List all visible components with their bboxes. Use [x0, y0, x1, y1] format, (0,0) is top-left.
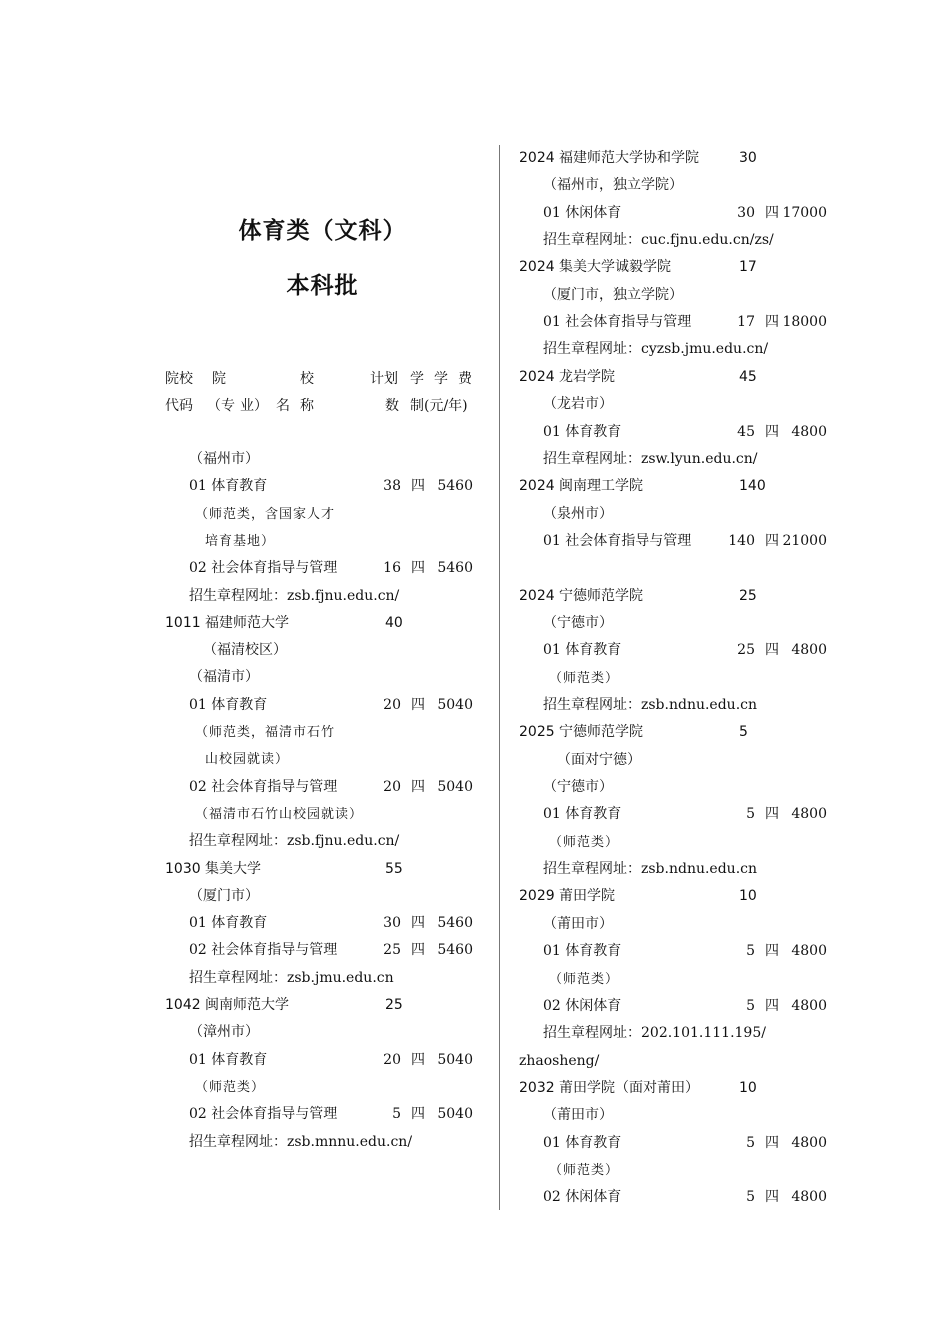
campus-text: （面对宁德）: [557, 751, 641, 768]
major-row: [519, 993, 849, 1020]
major-years: 四: [411, 915, 425, 932]
school-row: [519, 473, 849, 500]
major-name: 01 体育教育: [543, 943, 622, 960]
location-label: [519, 911, 849, 938]
url-text: 招生章程网址：zsb.jmu.edu.cn: [189, 969, 394, 986]
school-code: 2024: [519, 368, 555, 385]
major-years: 四: [765, 1134, 779, 1151]
school-code: 2032: [519, 1079, 555, 1096]
major-row: [165, 910, 495, 937]
school-name: 龙岩学院: [559, 368, 615, 385]
note-text: （师范类，含国家人才: [195, 506, 336, 522]
major-fee: 5040: [437, 1051, 473, 1068]
blank-row: [519, 555, 849, 582]
school-name: 闽南师范大学: [205, 997, 289, 1013]
school-name: 集美大学: [205, 860, 261, 877]
location-label: [165, 1019, 495, 1046]
admission-url: [165, 1129, 495, 1156]
major-note: [165, 746, 495, 773]
school-row: [519, 883, 849, 910]
major-plan: 17: [737, 314, 755, 331]
location-label: [165, 664, 495, 691]
admission-url: [519, 336, 849, 363]
note-text: （福清市石竹山校园就读）: [195, 806, 364, 822]
location-label: [165, 883, 495, 910]
school-name: 莆田学院（面对莆田）: [559, 1079, 699, 1096]
header-cell: 校: [300, 371, 314, 387]
school-plan: 17: [739, 259, 757, 276]
major-name: 02 社会体育指导与管理: [189, 560, 338, 577]
school-name: 福建师范大学: [205, 614, 289, 631]
campus-label: [165, 637, 495, 664]
admission-url: [519, 1048, 849, 1075]
school-row: [519, 583, 849, 610]
major-fee: 18000: [782, 314, 827, 331]
major-fee: 5460: [437, 560, 473, 577]
admission-url: [519, 856, 849, 883]
location-text: （莆田市）: [543, 915, 613, 932]
header-cell: 制(元/年): [410, 398, 468, 414]
major-name: 02 社会体育指导与管理: [189, 778, 338, 795]
major-years: 四: [765, 532, 779, 549]
school-name: 集美大学诚毅学院: [559, 259, 671, 276]
school-code: 2024: [519, 150, 555, 166]
url-text: 招生章程网址：zsb.mnnu.edu.cn/: [189, 1133, 413, 1150]
major-name: 02 社会体育指导与管理: [189, 942, 338, 959]
major-row: [165, 692, 495, 719]
url-text: 招生章程网址：202.101.111.195/: [543, 1025, 766, 1042]
school-row: [165, 610, 495, 637]
major-plan: 5: [392, 1106, 401, 1123]
campus-label: [519, 747, 849, 774]
school-row: [519, 254, 849, 281]
major-years: 四: [765, 943, 779, 960]
major-years: 四: [765, 423, 779, 440]
school-row: [519, 719, 849, 746]
school-row: [165, 992, 495, 1019]
major-fee: 5460: [437, 915, 473, 932]
major-plan: 20: [383, 1051, 401, 1068]
major-name: 01 体育教育: [189, 1051, 268, 1068]
school-name: 闽南理工学院: [559, 478, 643, 495]
major-fee: 4800: [791, 1134, 827, 1151]
location-label: [519, 172, 849, 199]
major-row: [165, 555, 495, 582]
location-label: [519, 774, 849, 801]
major-plan: 38: [383, 478, 401, 495]
admission-url: [519, 692, 849, 719]
major-plan: 30: [737, 204, 755, 221]
major-fee: 5040: [437, 1106, 473, 1123]
major-years: 四: [765, 314, 779, 331]
url-text: 招生章程网址：cuc.fjnu.edu.cn/zs/: [543, 232, 774, 249]
major-years: 四: [765, 204, 779, 221]
header-cell: 称: [300, 398, 314, 414]
campus-text: （福清校区）: [203, 642, 287, 659]
note-text: （师范类）: [549, 1162, 620, 1178]
header-cell: （专: [207, 398, 235, 414]
major-years: 四: [765, 642, 779, 659]
header-cell: 院校: [165, 371, 193, 387]
major-plan: 20: [383, 696, 401, 713]
school-plan: 55: [385, 860, 403, 877]
location-label: [519, 391, 849, 418]
major-plan: 5: [746, 943, 755, 960]
page-subtitle: 本科批: [286, 273, 359, 299]
major-fee: 5040: [437, 778, 473, 795]
location-label: [165, 446, 495, 473]
major-plan: 140: [728, 532, 755, 549]
header-cell: 院: [212, 371, 226, 387]
major-note: [165, 1074, 495, 1101]
major-name: 01 体育教育: [543, 1134, 622, 1151]
url-text: 招生章程网址：cyzsb.jmu.edu.cn/: [543, 341, 769, 358]
major-name: 01 社会体育指导与管理: [543, 532, 692, 549]
major-note: [519, 1157, 849, 1184]
header-cell: 学: [410, 371, 424, 387]
major-plan: 5: [746, 806, 755, 823]
major-years: 四: [765, 806, 779, 823]
major-plan: 5: [746, 1134, 755, 1151]
note-text: （师范类）: [549, 971, 620, 987]
major-note: [165, 719, 495, 746]
school-plan: 45: [739, 368, 757, 385]
major-row: [165, 473, 495, 500]
url-text: 招生章程网址：zsw.lyun.edu.cn/: [543, 450, 758, 467]
header-cell: 名: [276, 398, 290, 414]
major-name: 02 休闲体育: [543, 997, 622, 1014]
school-code: 2024: [519, 478, 555, 495]
location-label: [519, 1102, 849, 1129]
school-row: [519, 1075, 849, 1102]
major-fee: 5460: [437, 478, 473, 495]
school-code: 1011: [165, 614, 201, 631]
major-name: 01 社会体育指导与管理: [543, 314, 692, 331]
major-fee: 4800: [791, 1189, 827, 1206]
header-cell: 计划: [370, 371, 398, 387]
major-fee: 4800: [791, 806, 827, 823]
major-name: 01 体育教育: [189, 696, 268, 713]
major-note: [519, 665, 849, 692]
major-row: [519, 938, 849, 965]
major-plan: 16: [383, 560, 401, 577]
major-fee: 5040: [437, 696, 473, 713]
major-fee: 5460: [437, 942, 473, 959]
major-row: [519, 419, 849, 446]
location-text: （龙岩市）: [543, 396, 613, 413]
url-text: 招生章程网址：zsb.ndnu.edu.cn: [543, 697, 758, 713]
note-text: （师范类）: [549, 834, 620, 850]
major-plan: 25: [737, 642, 755, 659]
major-years: 四: [411, 1106, 425, 1123]
admission-url: [519, 227, 849, 254]
column-divider: [499, 145, 500, 1210]
school-plan: 10: [739, 1079, 757, 1096]
location-text: （宁德市）: [543, 779, 613, 796]
note-text: 山校园就读）: [205, 752, 290, 768]
header-cell: 数: [385, 398, 399, 414]
location-text: （厦门市）: [189, 887, 259, 904]
major-plan: 25: [383, 942, 401, 959]
note-text: （师范类）: [195, 1079, 266, 1095]
major-row: [519, 1130, 849, 1157]
major-years: 四: [411, 560, 425, 577]
major-fee: 4800: [791, 997, 827, 1014]
location-text: （厦门市，独立学院）: [543, 286, 683, 303]
location-text: （漳州市）: [189, 1024, 259, 1041]
major-name: 01 体育教育: [189, 478, 268, 495]
major-fee: 4800: [791, 423, 827, 440]
major-years: 四: [411, 778, 425, 795]
location-text: （莆田市）: [543, 1107, 613, 1124]
header-cell: 业）: [240, 398, 268, 414]
url-text: 招生章程网址：zsb.fjnu.edu.cn/: [189, 833, 400, 850]
school-plan: 25: [739, 587, 757, 604]
school-row: [519, 145, 849, 172]
admission-url: [519, 1020, 849, 1047]
school-code: 1030: [165, 860, 201, 877]
note-text: （师范类，福清市石竹: [195, 725, 336, 740]
major-name: 01 体育教育: [189, 915, 268, 932]
school-code: 1042: [165, 997, 201, 1013]
major-years: 四: [411, 696, 425, 713]
admission-url: [165, 828, 495, 855]
url-text: 招生章程网址：zsb.ndnu.edu.cn: [543, 861, 758, 878]
school-name: 宁德师范学院: [559, 587, 643, 604]
school-plan: 25: [385, 997, 403, 1013]
school-row: [165, 856, 495, 883]
page-title: 体育类（文科）: [238, 218, 407, 244]
major-plan: 5: [746, 1189, 755, 1206]
school-code: 2024: [519, 587, 555, 604]
major-note: [165, 528, 495, 555]
note-text: 培育基地）: [205, 533, 276, 549]
major-years: 四: [765, 1189, 779, 1206]
major-note: [165, 801, 495, 828]
header-cell: 学: [434, 371, 448, 387]
url-text: zhaosheng/: [519, 1052, 600, 1069]
major-fee: 4800: [791, 642, 827, 659]
major-row: [165, 937, 495, 964]
location-label: [519, 501, 849, 528]
header-cell: 费: [458, 371, 472, 387]
major-row: [165, 1101, 495, 1128]
admission-url: [165, 583, 495, 610]
location-text: （宁德市）: [543, 614, 613, 631]
school-name: 福建师范大学协和学院: [559, 150, 699, 166]
admission-url: [165, 965, 495, 992]
location-text: （泉州市）: [543, 505, 613, 522]
major-name: 02 社会体育指导与管理: [189, 1106, 338, 1123]
header-cell: 代码: [165, 398, 193, 414]
school-name: 莆田学院: [559, 888, 615, 905]
major-fee: 4800: [791, 943, 827, 960]
school-plan: 30: [739, 150, 757, 166]
major-plan: 45: [737, 423, 755, 440]
major-note: [519, 966, 849, 993]
school-name: 宁德师范学院: [559, 724, 643, 741]
school-plan: 10: [739, 888, 757, 905]
admission-url: [519, 446, 849, 473]
school-code: 2025: [519, 724, 555, 741]
school-code: 2029: [519, 888, 555, 905]
major-years: 四: [411, 1051, 425, 1068]
url-text: 招生章程网址：zsb.fjnu.edu.cn/: [189, 587, 400, 604]
major-row: [519, 528, 849, 555]
major-name: 01 休闲体育: [543, 204, 622, 221]
location-text: （福州市）: [189, 451, 259, 467]
major-name: 01 体育教育: [543, 806, 622, 823]
school-plan: 5: [739, 724, 748, 741]
location-text: （福清市）: [189, 669, 259, 686]
major-plan: 30: [383, 915, 401, 932]
location-label: [519, 282, 849, 309]
note-text: （师范类）: [549, 670, 620, 686]
major-years: 四: [411, 478, 425, 495]
major-fee: 21000: [782, 532, 827, 549]
major-note: [519, 829, 849, 856]
major-note: [165, 501, 495, 528]
school-plan: 140: [739, 478, 766, 495]
location-label: [519, 610, 849, 637]
major-plan: 5: [746, 997, 755, 1014]
school-plan: 40: [385, 614, 403, 631]
school-code: 2024: [519, 259, 555, 276]
major-row: [519, 309, 849, 336]
major-row: [519, 1184, 849, 1211]
major-name: 02 休闲体育: [543, 1189, 622, 1206]
location-text: （福州市，独立学院）: [543, 177, 683, 194]
major-name: 01 体育教育: [543, 642, 622, 659]
major-row: [519, 637, 849, 664]
major-row: [519, 801, 849, 828]
major-row: [165, 1047, 495, 1074]
major-years: 四: [765, 997, 779, 1014]
major-years: 四: [411, 942, 425, 959]
major-name: 01 体育教育: [543, 423, 622, 440]
school-row: [519, 364, 849, 391]
major-row: [519, 200, 849, 227]
major-fee: 17000: [782, 204, 827, 221]
major-row: [165, 774, 495, 801]
major-plan: 20: [383, 778, 401, 795]
